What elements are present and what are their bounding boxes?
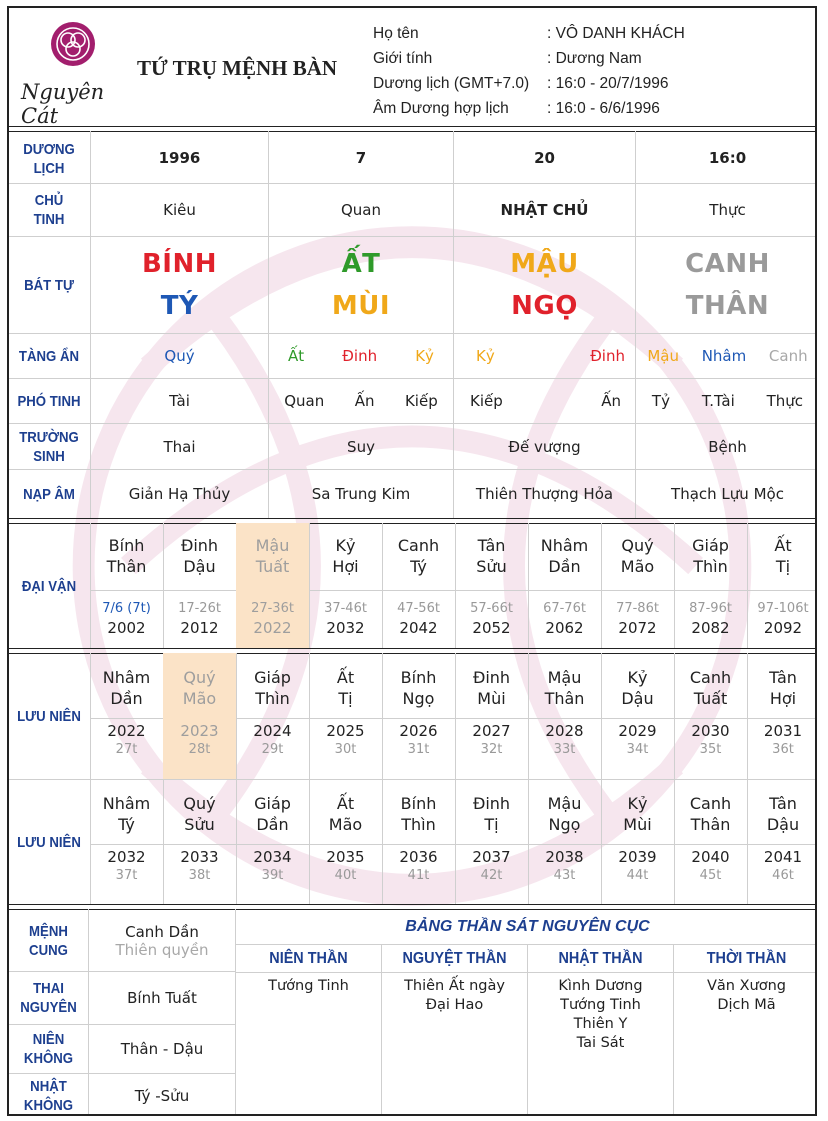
chu-tinh-month: Quan [340, 201, 381, 219]
pho-tinh-item: Tài [169, 392, 190, 410]
pho-tinh-item: Ấn [601, 392, 621, 410]
bat-tu-hour-can: CANH [685, 249, 770, 279]
label-chu-tinh: CHỦ TINH [33, 192, 65, 228]
dai-van-cell: Quý Mão 77-86t 2072 [616, 536, 659, 637]
dai-van-cell: Giáp Thìn 87-96t 2082 [689, 536, 732, 637]
than-sat-col-nien: Tướng Tinh [268, 978, 349, 994]
luu-nien-cell: Kỷ Mùi 2039 44t [618, 794, 657, 883]
label-menh-cung: MỆNH CUNG [29, 922, 68, 959]
label-nap-am: NẠP ÂM [23, 485, 75, 503]
luu-nien-cell: Tân Hợi 2031 36t [763, 668, 803, 757]
tang-an-year [91, 334, 268, 378]
menh-cung-value: Canh Dần Thiên quyền [115, 922, 209, 959]
luu-nien-cell: Giáp Thìn 2024 29t [253, 668, 292, 757]
luu-nien-cell: Ất Tị 2025 30t [326, 668, 365, 757]
than-sat-col-nguyet: Thiên Ất ngày Đại Hao [404, 978, 505, 1013]
truong-sinh-hour: Bệnh [708, 437, 747, 456]
nap-am-year: Giản Hạ Thủy [128, 485, 231, 503]
luu-nien-cell: Canh Thân 2040 45t [689, 794, 732, 883]
pho-tinh-item: Kiếp [404, 392, 438, 410]
label-thai-nguyen: THAI NGUYÊN [20, 980, 77, 1016]
label-nhat-khong: NHẬT KHÔNG [23, 1078, 74, 1114]
tang-an-item: Quý [164, 347, 195, 365]
dai-van-cell: Tân Sửu 57-66t 2052 [470, 536, 513, 637]
bat-tu-hour-chi: THÂN [685, 291, 770, 321]
duong-lich-day: 20 [534, 148, 555, 167]
luu-nien-cell: Quý Sửu 2033 38t [180, 794, 219, 883]
truong-sinh-month: Suy [347, 437, 375, 456]
chu-tinh-hour: Thực [709, 201, 746, 219]
pho-tinh-hour [636, 379, 817, 423]
chart-sheet [7, 6, 817, 1116]
truong-sinh-day: Đế vượng [508, 437, 581, 456]
pho-tinh-item: Thực [766, 392, 804, 410]
duong-lich-hour: 16:0 [708, 148, 747, 167]
nap-am-day: Thiên Thượng Hỏa [475, 485, 614, 503]
luu-nien-cell: Canh Tuất 2030 35t [689, 668, 732, 757]
dai-van-cell: Canh Tý 47-56t 2042 [397, 536, 440, 637]
than-sat-col-nhat: Kình Dương Tướng Tinh Thiên Y Tai Sát [558, 978, 643, 1051]
tang-an-item: Nhâm [701, 347, 747, 365]
dai-van-grid [90, 523, 817, 648]
than-sat-title: BẢNG THẦN SÁT NGUYÊN CỤC [405, 918, 650, 935]
bat-tu-month-chi: MÙI [331, 291, 391, 321]
luu-nien-cell: Nhâm Dần 2022 27t [102, 668, 151, 757]
luu-nien-cell: Ất Mão 2035 40t [326, 794, 365, 883]
pho-tinh-item: T.Tài [701, 392, 735, 410]
field-ho-ten: Họ tên : VÔ DANH KHÁCH [373, 25, 685, 42]
tang-an-item: Kỷ [415, 347, 434, 365]
luu-nien-cell: Bính Thìn 2036 41t [399, 794, 438, 883]
luu-nien-1-grid [90, 653, 817, 779]
pho-tinh-item: Ấn [354, 392, 375, 410]
luu-nien-cell-current: Quý Mão 2023 28t [163, 653, 236, 779]
than-sat-col-thoi: Văn Xương Dịch Mã [707, 978, 786, 1013]
luu-nien-cell: Giáp Dần 2034 39t [253, 794, 292, 883]
tang-an-item: Mậu [647, 347, 679, 365]
than-sat-header: NHẬT THẦN [558, 949, 643, 967]
nap-am-hour: Thạch Lựu Mộc [671, 485, 784, 503]
nhat-khong-value: Tý -Sửu [134, 1087, 190, 1105]
pho-tinh-year [91, 379, 268, 423]
label-duong-lich: DƯƠNG LỊCH [23, 140, 75, 177]
luu-nien-cell: Bính Ngọ 2026 31t [399, 668, 438, 757]
bat-tu-month [269, 237, 453, 333]
tang-an-item: Kỷ [476, 347, 495, 365]
pho-tinh-item: Tỷ [651, 392, 670, 410]
bat-tu-day-can: MẬU [510, 249, 579, 279]
tang-an-month [269, 334, 453, 378]
tang-an-item: Đinh [342, 347, 378, 365]
page-title: TỨ TRỤ MỆNH BÀN [137, 56, 338, 80]
field-duong-lich: Dương lịch (GMT+7.0) : 16:0 - 20/7/1996 [373, 75, 669, 92]
bat-tu-day-chi: NGỌ [511, 291, 578, 321]
dai-van-cell: Nhâm Dần 67-76t 2062 [540, 536, 589, 637]
than-sat-header: NGUYỆT THẦN [402, 949, 507, 967]
bat-tu-year-chi: TÝ [160, 291, 199, 321]
luu-nien-cell: Đinh Tị 2037 42t [472, 794, 511, 883]
luu-nien-cell: Mậu Ngọ 2038 43t [545, 794, 584, 883]
tang-an-hour [636, 334, 817, 378]
chu-tinh-year: Kiêu [163, 201, 196, 219]
dai-van-cell-current: Mậu Tuất 27-36t 2022 [236, 523, 309, 648]
duong-lich-month: 7 [355, 148, 367, 167]
field-gioi-tinh: Giới tính : Dương Nam [373, 50, 642, 67]
bat-tu-month-can: ẤT [341, 249, 381, 279]
label-luu-nien-1: LƯU NIÊN [17, 707, 81, 725]
thai-nguyen-value: Bính Tuất [127, 989, 197, 1007]
dai-van-cell: Ất Tị 97-106t 2092 [757, 536, 809, 637]
dai-van-cell: Đinh Dậu 17-26t 2012 [178, 536, 221, 637]
dai-van-cell: Bính Thân 7/6 (7t) 2002 [102, 536, 151, 637]
pho-tinh-item: Kiếp [470, 392, 503, 410]
label-dai-van: ĐẠI VẬN [21, 577, 77, 595]
bat-tu-year-can: BÍNH [141, 249, 217, 279]
logo-text: Nguyên Cát [21, 80, 105, 128]
tang-an-day [454, 334, 635, 378]
label-tang-an: TÀNG ẨN [18, 347, 80, 365]
lotus-logo-icon [49, 20, 97, 68]
pho-tinh-item: Quan [284, 392, 325, 410]
tang-an-item: Ất [288, 347, 305, 365]
luu-nien-cell: Tân Dậu 2041 46t [763, 794, 803, 883]
duong-lich-year: 1996 [158, 148, 201, 167]
bat-tu-year [91, 237, 268, 333]
logo [21, 18, 136, 128]
pho-tinh-day [454, 379, 635, 423]
luu-nien-cell: Đinh Mùi 2027 32t [472, 668, 511, 757]
field-am-duong: Âm Dương hợp lịch : 16:0 - 6/6/1996 [373, 100, 660, 117]
bat-tu-day [454, 237, 635, 333]
tang-an-item: Đinh [590, 347, 625, 365]
dai-van-cell: Kỷ Hợi 37-46t 2032 [324, 536, 367, 637]
pho-tinh-month [269, 379, 453, 423]
label-bat-tu: BÁT TỰ [24, 276, 74, 294]
label-luu-nien-2: LƯU NIÊN [17, 833, 81, 851]
than-sat-header: NIÊN THẦN [269, 949, 348, 967]
nap-am-month: Sa Trung Kim [311, 485, 411, 503]
luu-nien-cell: Nhâm Tý 2032 37t [102, 794, 151, 883]
nien-khong-value: Thân - Dậu [120, 1040, 204, 1058]
truong-sinh-year: Thai [163, 437, 196, 456]
bat-tu-hour [636, 237, 817, 333]
header-fields [373, 21, 813, 121]
than-sat-header: THỜI THẦN [706, 949, 787, 967]
chu-tinh-day: NHẬT CHỦ [500, 201, 589, 219]
luu-nien-cell: Mậu Thân 2028 33t [544, 668, 585, 757]
luu-nien-cell: Kỷ Dậu 2029 34t [618, 668, 657, 757]
label-truong-sinh: TRƯỜNG SINH [19, 428, 79, 465]
label-pho-tinh: PHÓ TINH [17, 392, 81, 410]
luu-nien-2-grid [90, 779, 817, 904]
label-nien-khong: NIÊN KHÔNG [23, 1031, 74, 1067]
tang-an-item: Canh [768, 347, 808, 365]
